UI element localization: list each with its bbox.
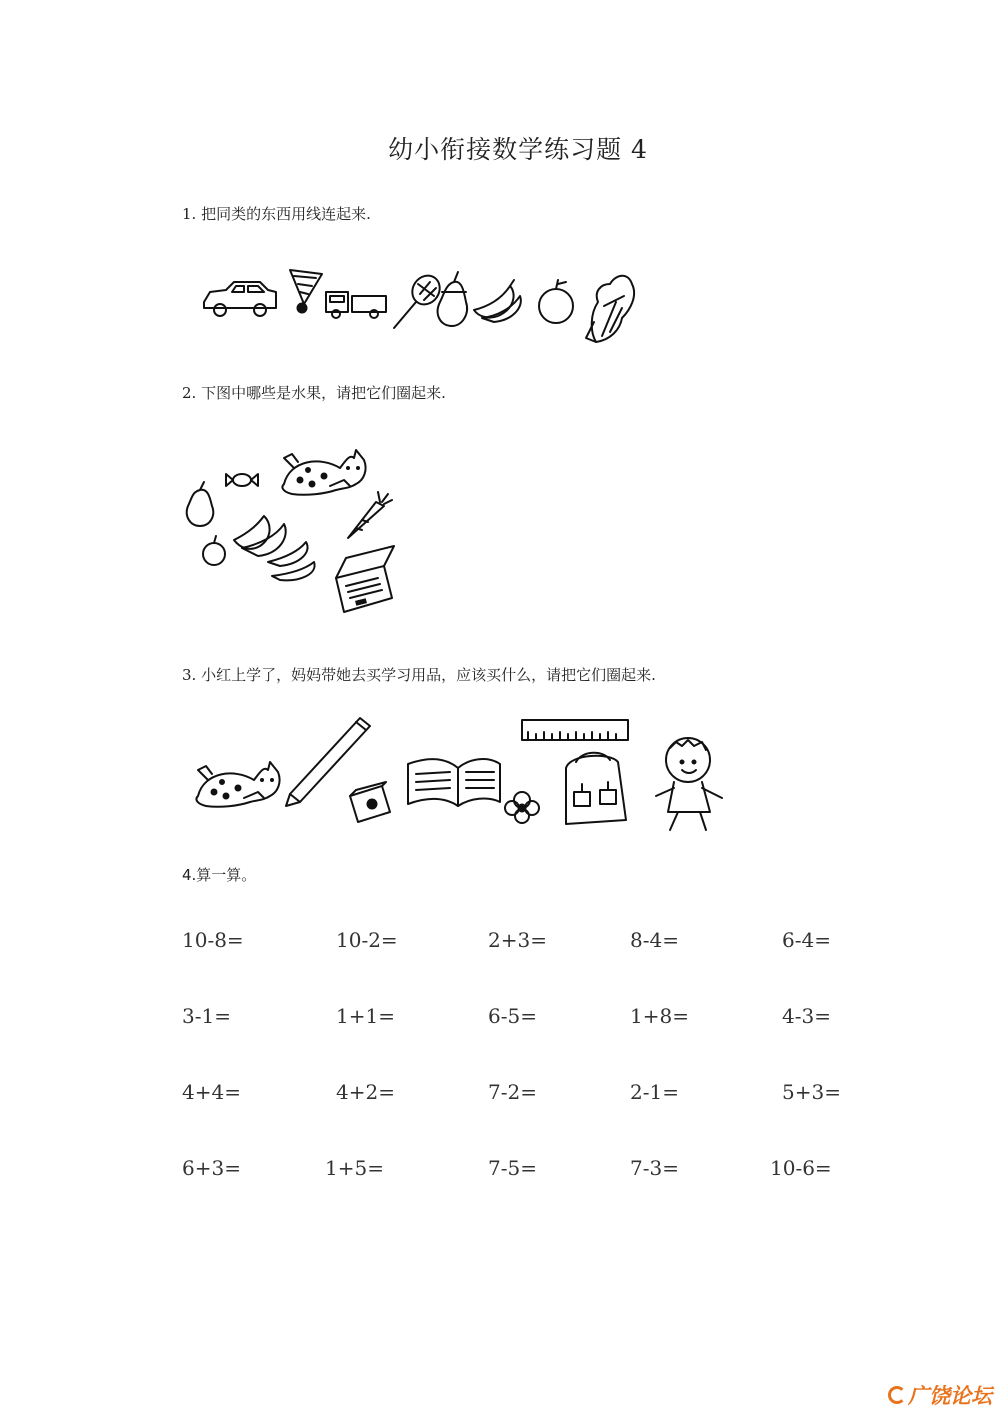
- calc-item: 7-5=: [488, 1156, 537, 1180]
- banana-icon: [474, 280, 521, 322]
- calc-item: 6-4=: [782, 928, 831, 952]
- calc-row-2: [0, 1004, 1000, 1034]
- truck-icon: [326, 292, 386, 318]
- racket-icon: [394, 270, 445, 328]
- ruler-icon: [522, 720, 628, 740]
- car-icon: [204, 282, 276, 316]
- logo-text: 广饶论坛: [908, 1384, 992, 1408]
- question-1: 1. 把同类的东西用线连起来.: [182, 205, 371, 223]
- calc-item: 7-2=: [488, 1080, 537, 1104]
- schoolbag-icon: [566, 753, 626, 824]
- logo-mark-icon: [888, 1386, 906, 1404]
- banana-icon: [234, 516, 315, 580]
- question-3: 3. 小红上学了，妈妈带她去买学习用品，应该买什么，请把它们圈起来.: [182, 666, 656, 684]
- sharpener-icon: [350, 782, 390, 822]
- calc-item: 2-1=: [630, 1080, 679, 1104]
- pear-icon: [187, 482, 214, 526]
- calc-item: 10-8=: [182, 928, 244, 952]
- pear-icon: [438, 272, 467, 326]
- calc-item: 8-4=: [630, 928, 679, 952]
- calc-item: 10-2=: [336, 928, 398, 952]
- calc-item: 1+1=: [336, 1004, 395, 1028]
- calc-item: 10-6=: [770, 1156, 832, 1180]
- calc-item: 6-5=: [488, 1004, 537, 1028]
- calc-item: 1+8=: [630, 1004, 689, 1028]
- page-title: 幼小衔接数学练习题 4: [388, 135, 648, 164]
- calc-item: 7-3=: [630, 1156, 679, 1180]
- calc-item: 2+3=: [488, 928, 547, 952]
- question-3-pictures: [190, 712, 750, 842]
- cabbage-icon: [586, 276, 634, 342]
- cat-icon: [282, 450, 365, 495]
- calc-item: 4+4=: [182, 1080, 241, 1104]
- question-2-pictures: [180, 440, 410, 620]
- pencil-box-icon: [336, 546, 394, 612]
- candy-icon: [226, 474, 258, 486]
- calc-item: 5+3=: [782, 1080, 841, 1104]
- book-icon: [408, 759, 500, 806]
- apple-icon: [539, 280, 573, 323]
- flower-icon: [505, 792, 539, 823]
- calc-row-1: [0, 928, 1000, 958]
- cat-icon: [196, 762, 279, 807]
- calc-item: 4-3=: [782, 1004, 831, 1028]
- child-icon: [656, 738, 722, 830]
- calc-item: 1+5=: [325, 1156, 384, 1180]
- question-2: 2. 下图中哪些是水果，请把它们圈起来.: [182, 384, 446, 402]
- forum-logo: [888, 1380, 992, 1410]
- calc-row-4: [0, 1156, 1000, 1186]
- badminton-shuttlecock-icon: [290, 270, 322, 313]
- carrot-icon: [348, 492, 392, 538]
- question-4: 4.算一算。: [182, 866, 257, 884]
- calc-item: 6+3=: [182, 1156, 241, 1180]
- calc-item: 3-1=: [182, 1004, 231, 1028]
- calc-row-3: [0, 1080, 1000, 1110]
- apple-icon: [203, 536, 225, 565]
- calc-item: 4+2=: [336, 1080, 395, 1104]
- question-1-pictures: [198, 262, 638, 348]
